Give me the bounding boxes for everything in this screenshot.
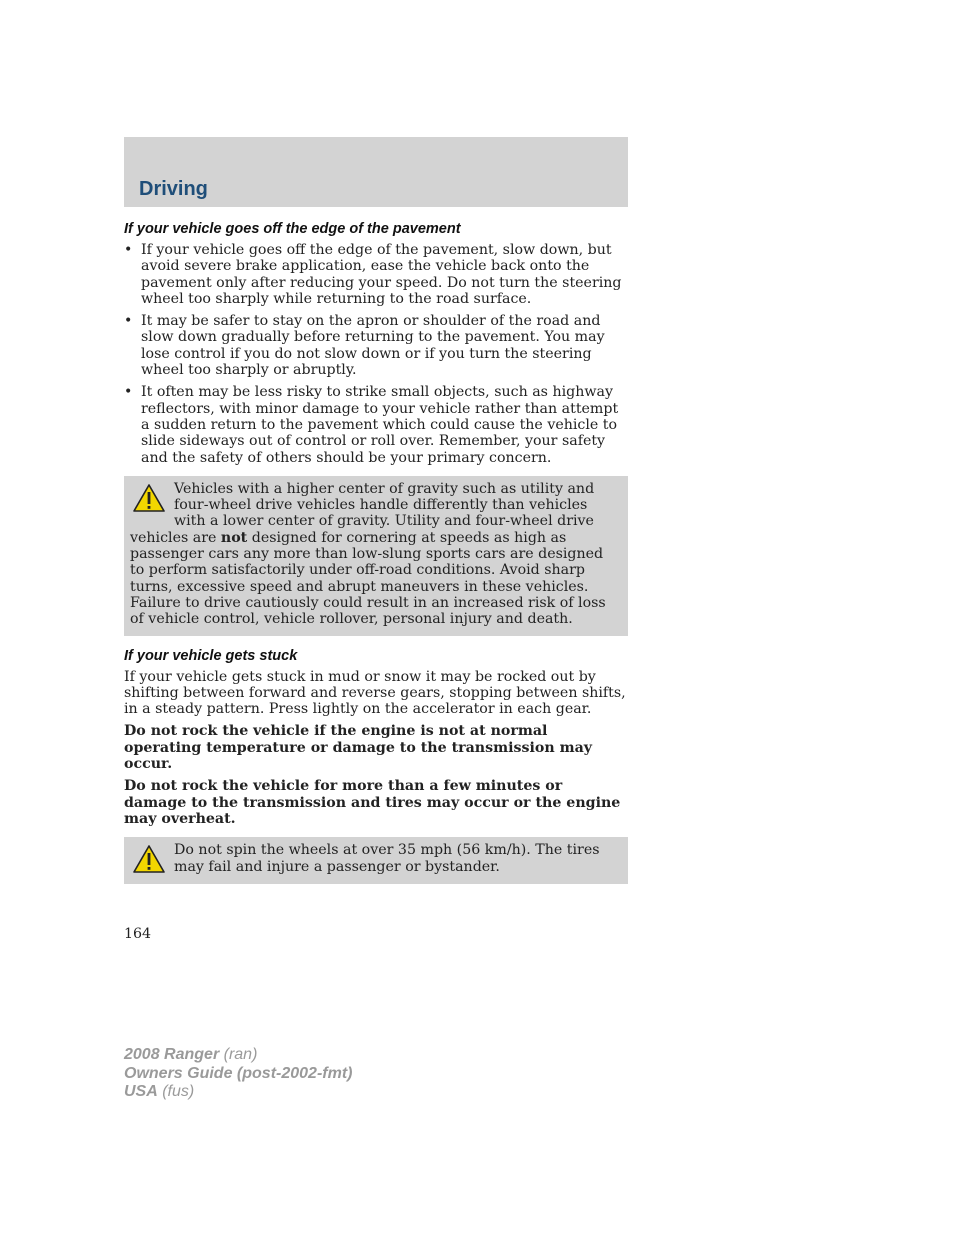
footer-model-code: (ran) xyxy=(219,1046,258,1063)
bullet-symbol: • xyxy=(124,313,133,330)
warning-text: Do not spin the wheels at over 35 mph (56 km/h). The tires may fail and injure a passenger or bystander. xyxy=(174,842,600,875)
bullet-symbol: • xyxy=(124,242,133,258)
footer-line-market xyxy=(124,1083,352,1102)
warning-box-center-of-gravity xyxy=(124,476,628,636)
footer-line-model xyxy=(124,1046,352,1065)
footer-guide: Owners Guide (post-2002-fmt) xyxy=(124,1064,353,1082)
page-number: 164 xyxy=(124,926,152,942)
warning-box-wheel-spin xyxy=(124,837,628,884)
bullet-text: If your vehicle goes off the edge of the pavement, slow down, but avoid severe brake application, ease the vehicle back onto the pavement only after reducing your speed. Do not turn the steering wheel too sharply while returning to the road surface. xyxy=(141,242,622,307)
bullet-text: It may be safer to stay on the apron or shoulder of the road and slow down gradually before returning to the pavement. You may lose control if you do not slow down or if you turn the steering wheel too sharply or abruptly. xyxy=(141,313,605,379)
page-title: Driving xyxy=(139,178,208,200)
header-band xyxy=(124,137,628,207)
warning-text-emphasis: not xyxy=(220,529,248,546)
main-content xyxy=(124,221,628,896)
bullet-list xyxy=(124,242,628,466)
bullet-text: It often may be less risky to strike small objects, such as highway reflectors, with minor damage to your vehicle rather than attempt a sudden return to the pavement which could cause the vehicle to slide sideways out of control or roll over. Remember, your safety and the safety of others should be your primary concern. xyxy=(141,384,619,466)
paragraph-rocking: If your vehicle gets stuck in mud or snow it may be rocked out by shifting between forward and reverse gears, stopping between shifts, in a steady pattern. Press lightly on the accelerator in each gear. xyxy=(124,668,626,718)
warning-text: Vehicles with a higher center of gravity such as utility and four-wheel drive vehicles handle differently than vehicles with a lower center of gravity. Utility and four-wheel drive vehicles are xyxy=(130,480,595,546)
footer-market-code: (fus) xyxy=(157,1083,195,1100)
footer-model: 2008 Ranger xyxy=(124,1046,220,1063)
warning-triangle-icon xyxy=(132,844,166,874)
bold-caution-engine-temperature: Do not rock the vehicle if the engine is not at normal operating temperature or damage to the transmission may occur. xyxy=(124,723,593,773)
bold-caution-rocking-duration: Do not rock the vehicle for more than a few minutes or damage to the transmission and tires may occur or the engine may overheat. xyxy=(124,778,621,827)
section-heading-off-pavement: If your vehicle goes off the edge of the pavement xyxy=(124,221,461,237)
bullet-symbol: • xyxy=(124,384,133,401)
section-heading-stuck: If your vehicle gets stuck xyxy=(124,647,298,664)
document-footer xyxy=(124,1046,352,1102)
warning-text: designed for cornering at speeds as high as passenger cars any more than low-slung sports cars are designed to perform satisfactorily under off-road conditions. Avoid sharp turns, excessive speed and abrupt maneuvers in these vehicles. Failure to drive cautiously could result in an increased risk of loss of vehicle control, vehicle rollover, personal injury and death. xyxy=(130,529,606,628)
list-item xyxy=(124,313,628,378)
list-item xyxy=(124,384,628,465)
footer-market: USA xyxy=(124,1083,158,1100)
warning-triangle-icon xyxy=(132,483,166,513)
list-item xyxy=(124,242,628,307)
